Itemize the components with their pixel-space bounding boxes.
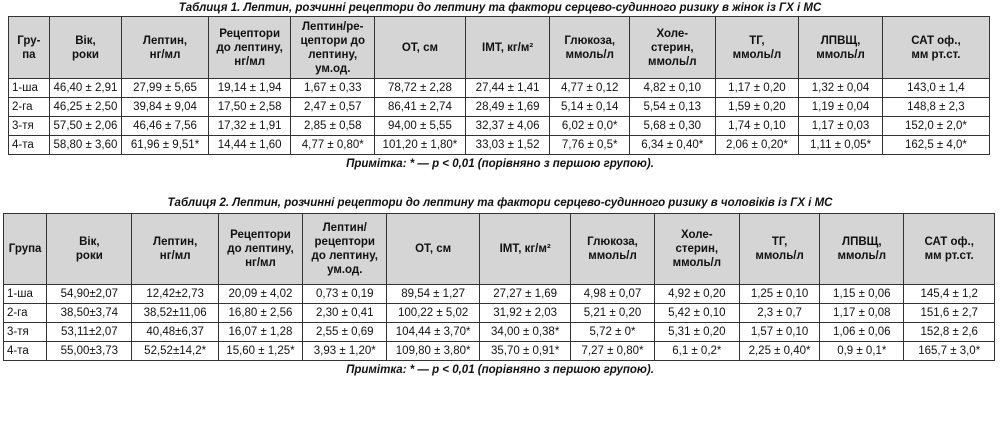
table-row <box>4 285 995 304</box>
table2-header-cell: САТ оф., мм рт.ст. <box>904 214 995 285</box>
table1-header-cell: ОТ, см <box>375 17 466 79</box>
value-cell: 1,17 ± 0,03 <box>799 117 883 136</box>
value-cell: 6,34 ± 0,40* <box>629 136 715 155</box>
value-cell: 5,68 ± 0,30 <box>629 117 715 136</box>
table-row <box>9 117 990 136</box>
value-cell: 5,72 ± 0* <box>571 323 654 342</box>
value-cell: 152,0 ± 2,0* <box>882 117 989 136</box>
table1-header-cell: ТГ, ммоль/л <box>715 17 799 79</box>
value-cell: 1,15 ± 0,06 <box>820 285 904 304</box>
value-cell: 4,82 ± 0,10 <box>629 79 715 98</box>
table1-header-cell: Рецептори до лептину, нг/мл <box>208 17 291 79</box>
value-cell: 32,37 ± 4,06 <box>465 117 550 136</box>
value-cell: 100,22 ± 5,02 <box>387 304 480 323</box>
value-cell: 28,49 ± 1,69 <box>465 98 550 117</box>
value-cell: 109,80 ± 3,80* <box>387 342 480 361</box>
value-cell: 2,06 ± 0,20* <box>715 136 799 155</box>
table2-header-cell: Вік, роки <box>47 214 132 285</box>
table1-header-cell: Лептин, нг/мл <box>122 17 209 79</box>
value-cell: 0,73 ± 0,19 <box>303 285 387 304</box>
value-cell: 4,92 ± 0,20 <box>654 285 739 304</box>
value-cell: 145,4 ± 1,2 <box>904 285 995 304</box>
value-cell: 53,11±2,07 <box>47 323 132 342</box>
table1 <box>8 16 990 155</box>
table-row <box>4 304 995 323</box>
table-row <box>9 79 990 98</box>
value-cell: 27,44 ± 1,41 <box>465 79 550 98</box>
table2-header-cell: ОТ, см <box>387 214 480 285</box>
table1-header-cell: САТ оф., мм рт.ст. <box>882 17 989 79</box>
table2-header-cell: Рецептори до лептину, нг/мл <box>218 214 302 285</box>
table1-caption: Таблиця 1. Лептин, розчинні рецептори до лептину та фактори серцево-судинного ризику в жінок із ГХ і МС <box>178 2 822 14</box>
value-cell: 5,21 ± 0,20 <box>571 304 654 323</box>
value-cell: 19,14 ± 1,94 <box>208 79 291 98</box>
value-cell: 5,14 ± 0,14 <box>550 98 630 117</box>
table1-header-cell: Лептин/ре- цептори до лептину, ум.од. <box>291 17 375 79</box>
value-cell: 3,93 ± 1,20* <box>303 342 387 361</box>
value-cell: 5,42 ± 0,10 <box>654 304 739 323</box>
table2-header-cell: Лептин/ рецептори до лептину, ум.од. <box>303 214 387 285</box>
value-cell: 58,80 ± 3,60 <box>49 136 121 155</box>
value-cell: 20,09 ± 4,02 <box>218 285 302 304</box>
value-cell: 6,1 ± 0,2* <box>654 342 739 361</box>
value-cell: 27,27 ± 1,69 <box>479 285 570 304</box>
table2-note: Примітка: * — р < 0,01 (порівняно з першою групою). <box>346 364 654 376</box>
value-cell: 6,02 ± 0,0* <box>550 117 630 136</box>
value-cell: 55,00±3,73 <box>47 342 132 361</box>
table1-header-row <box>9 17 990 79</box>
table1-header-cell: Холе- стерин, ммоль/л <box>629 17 715 79</box>
value-cell: 38,52±11,06 <box>132 304 218 323</box>
group-cell: 3-тя <box>9 117 50 136</box>
value-cell: 101,20 ± 1,80* <box>375 136 466 155</box>
table1-header-cell: ІМТ, кг/м² <box>465 17 550 79</box>
value-cell: 151,6 ± 2,7 <box>904 304 995 323</box>
value-cell: 5,31 ± 0,20 <box>654 323 739 342</box>
table-row <box>9 136 990 155</box>
value-cell: 1,19 ± 0,04 <box>799 98 883 117</box>
value-cell: 1,32 ± 0,04 <box>799 79 883 98</box>
value-cell: 0,9 ± 0,1* <box>820 342 904 361</box>
table2-header-cell: Холе- стерин, ммоль/л <box>654 214 739 285</box>
value-cell: 1,67 ± 0,33 <box>291 79 375 98</box>
value-cell: 7,76 ± 0,5* <box>550 136 630 155</box>
value-cell: 1,59 ± 0,20 <box>715 98 799 117</box>
table1-header-cell: Глюкоза, ммоль/л <box>550 17 630 79</box>
value-cell: 7,27 ± 0,80* <box>571 342 654 361</box>
table2-caption: Таблиця 2. Лептин, розчинні рецептори до лептину та фактори серцево-судинного ризику в чоловіків із ГХ і МС <box>167 197 833 209</box>
table1-header-cell: ЛПВЩ, ммоль/л <box>799 17 883 79</box>
group-cell: 1-ша <box>4 285 47 304</box>
value-cell: 40,48±6,37 <box>132 323 218 342</box>
value-cell: 1,57 ± 0,10 <box>739 323 819 342</box>
table2-header-row <box>4 214 995 285</box>
value-cell: 148,8 ± 2,3 <box>882 98 989 117</box>
table2-header-cell: Група <box>4 214 47 285</box>
value-cell: 2,25 ± 0,40* <box>739 342 819 361</box>
value-cell: 78,72 ± 2,28 <box>375 79 466 98</box>
table1-note: Примітка: * — р < 0,01 (порівняно з першою групою). <box>346 158 654 170</box>
table-row <box>4 342 995 361</box>
value-cell: 14,44 ± 1,60 <box>208 136 291 155</box>
value-cell: 61,96 ± 9,51* <box>122 136 209 155</box>
group-cell: 4-та <box>9 136 50 155</box>
group-cell: 3-тя <box>4 323 47 342</box>
table-row <box>9 98 990 117</box>
table-row <box>4 323 995 342</box>
value-cell: 35,70 ± 0,91* <box>479 342 570 361</box>
value-cell: 31,92 ± 2,03 <box>479 304 570 323</box>
value-cell: 46,25 ± 2,50 <box>49 98 121 117</box>
value-cell: 165,7 ± 3,0* <box>904 342 995 361</box>
value-cell: 57,50 ± 2,06 <box>49 117 121 136</box>
value-cell: 39,84 ± 9,04 <box>122 98 209 117</box>
value-cell: 4,77 ± 0,80* <box>291 136 375 155</box>
value-cell: 27,99 ± 5,65 <box>122 79 209 98</box>
table1-header-cell: Гру- па <box>9 17 50 79</box>
value-cell: 1,17 ± 0,08 <box>820 304 904 323</box>
table2-header-cell: ЛПВЩ, ммоль/л <box>820 214 904 285</box>
value-cell: 16,80 ± 2,56 <box>218 304 302 323</box>
group-cell: 4-та <box>4 342 47 361</box>
value-cell: 1,17 ± 0,20 <box>715 79 799 98</box>
table2-header-cell: Лептин, нг/мл <box>132 214 218 285</box>
value-cell: 38,50±3,74 <box>47 304 132 323</box>
value-cell: 89,54 ± 1,27 <box>387 285 480 304</box>
value-cell: 17,50 ± 2,58 <box>208 98 291 117</box>
group-cell: 1-ша <box>9 79 50 98</box>
table2-header-cell: Глюкоза, ммоль/л <box>571 214 654 285</box>
value-cell: 162,5 ± 4,0* <box>882 136 989 155</box>
value-cell: 2,30 ± 0,41 <box>303 304 387 323</box>
table2-header-cell: ТГ, ммоль/л <box>739 214 819 285</box>
value-cell: 15,60 ± 1,25* <box>218 342 302 361</box>
value-cell: 143,0 ± 1,4 <box>882 79 989 98</box>
value-cell: 34,00 ± 0,38* <box>479 323 570 342</box>
value-cell: 1,06 ± 0,06 <box>820 323 904 342</box>
group-cell: 2-га <box>4 304 47 323</box>
table1-body <box>9 79 990 155</box>
value-cell: 16,07 ± 1,28 <box>218 323 302 342</box>
value-cell: 52,52±14,2* <box>132 342 218 361</box>
value-cell: 5,54 ± 0,13 <box>629 98 715 117</box>
table2-header-cell: ІМТ, кг/м² <box>479 214 570 285</box>
value-cell: 46,46 ± 7,56 <box>122 117 209 136</box>
table2 <box>3 213 995 361</box>
value-cell: 54,90±2,07 <box>47 285 132 304</box>
value-cell: 17,32 ± 1,91 <box>208 117 291 136</box>
value-cell: 1,11 ± 0,05* <box>799 136 883 155</box>
value-cell: 12,42±2,73 <box>132 285 218 304</box>
value-cell: 4,98 ± 0,07 <box>571 285 654 304</box>
value-cell: 46,40 ± 2,91 <box>49 79 121 98</box>
value-cell: 86,41 ± 2,74 <box>375 98 466 117</box>
value-cell: 104,44 ± 3,70* <box>387 323 480 342</box>
value-cell: 152,8 ± 2,6 <box>904 323 995 342</box>
value-cell: 2,55 ± 0,69 <box>303 323 387 342</box>
value-cell: 1,25 ± 0,10 <box>739 285 819 304</box>
value-cell: 2,3 ± 0,7 <box>739 304 819 323</box>
table1-header-cell: Вік, роки <box>49 17 121 79</box>
value-cell: 4,77 ± 0,12 <box>550 79 630 98</box>
value-cell: 1,74 ± 0,10 <box>715 117 799 136</box>
value-cell: 2,85 ± 0,58 <box>291 117 375 136</box>
table2-body <box>4 285 995 361</box>
value-cell: 33,03 ± 1,52 <box>465 136 550 155</box>
value-cell: 2,47 ± 0,57 <box>291 98 375 117</box>
value-cell: 94,00 ± 5,55 <box>375 117 466 136</box>
group-cell: 2-га <box>9 98 50 117</box>
